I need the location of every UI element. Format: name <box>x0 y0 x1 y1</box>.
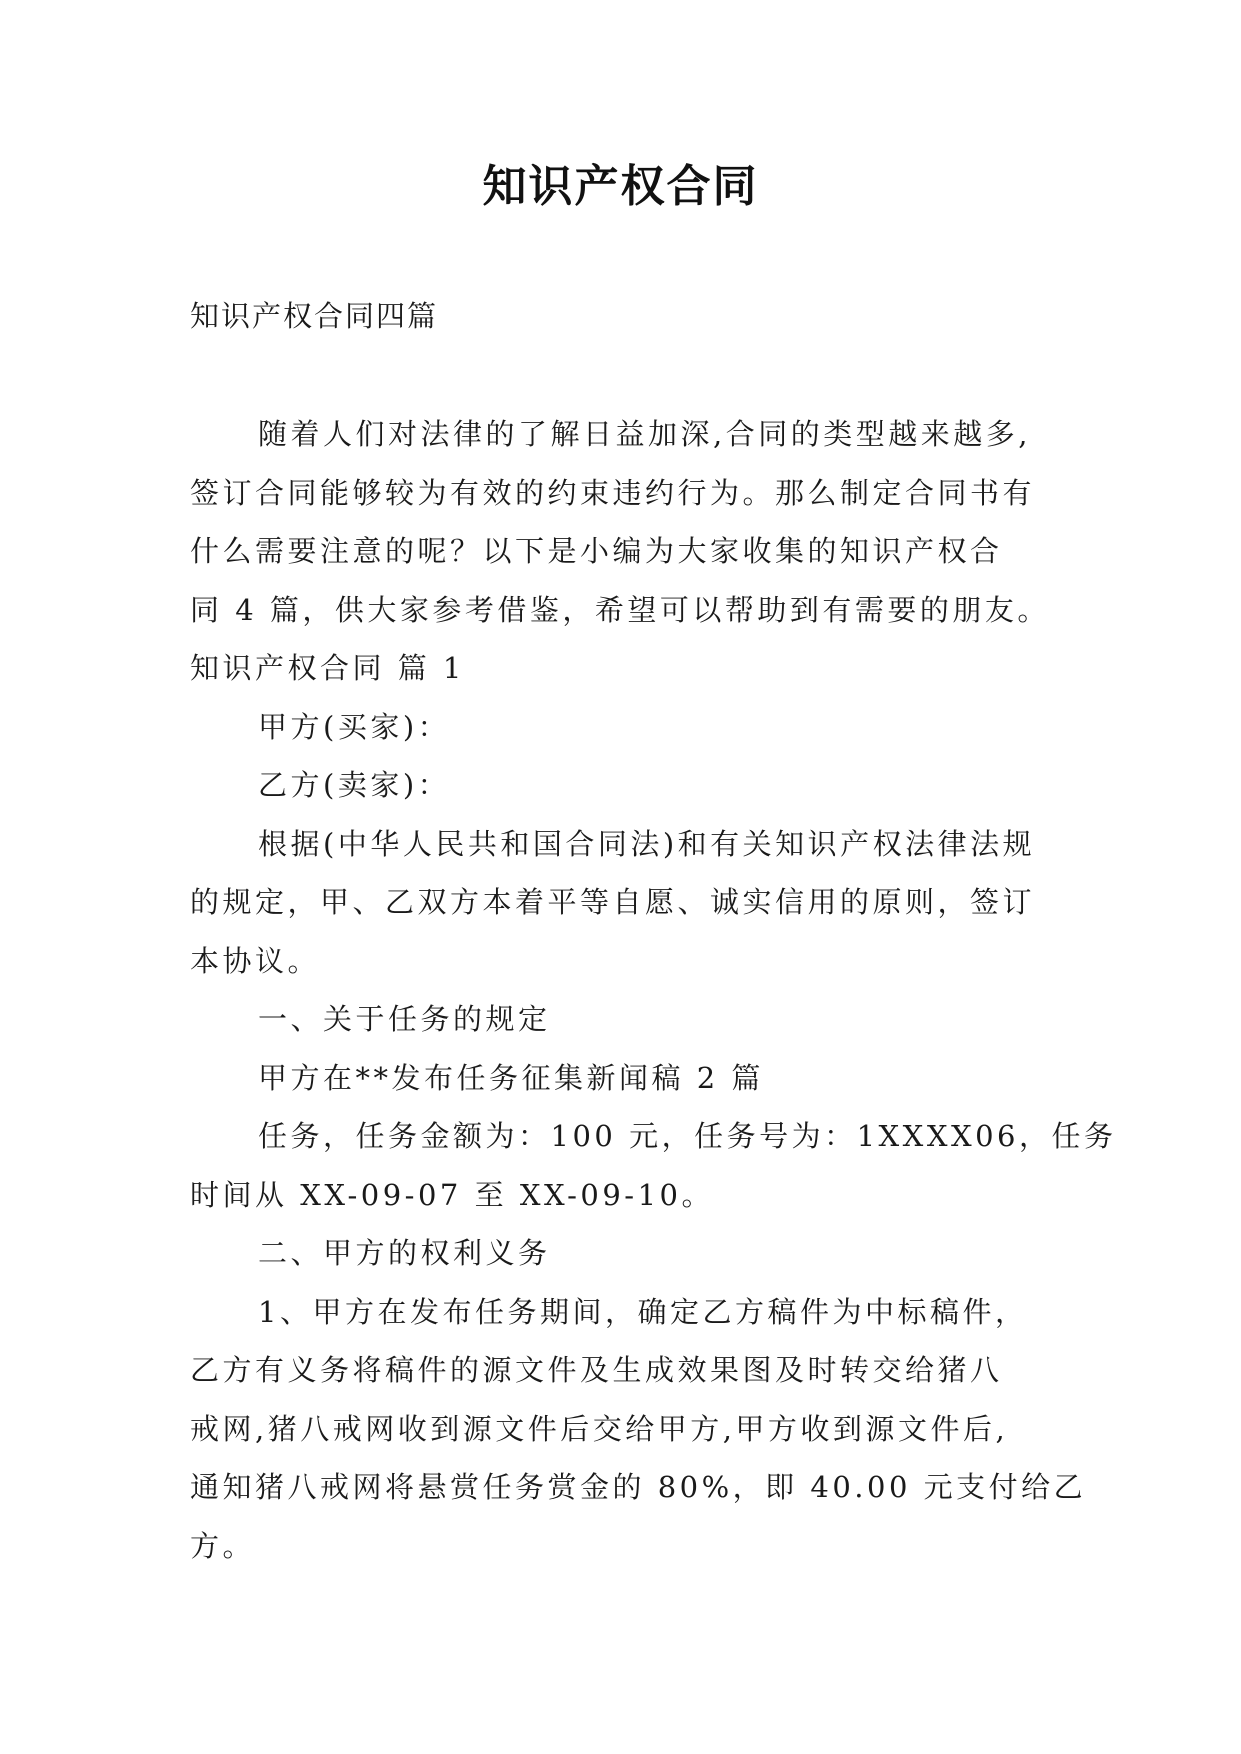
document-subtitle: 知识产权合同四篇 <box>190 299 439 333</box>
document-body <box>190 405 1117 1575</box>
body-line: 什么需要注意的呢？以下是小编为大家收集的知识产权合 <box>190 534 1003 568</box>
body-line: 通知猪八戒网将悬赏任务赏金的 80%，即 40.00 元支付给乙 <box>190 1470 1087 1504</box>
body-line: 甲方在**发布任务征集新闻稿 2 篇 <box>258 1060 764 1095</box>
document-title: 知识产权合同 <box>482 161 759 212</box>
body-line: 方。 <box>190 1528 256 1563</box>
body-line: 乙方有义务将稿件的源文件及生成效果图及时转交给猪八 <box>190 1353 1003 1387</box>
body-line: 1、甲方在发布任务期间，确定乙方稿件为中标稿件， <box>258 1294 1028 1329</box>
body-line: 时间从 XX-09-07 至 XX-09-10。 <box>190 1177 714 1212</box>
body-line: 的规定，甲、乙双方本着平等自愿、诚实信用的原则，签订 <box>190 885 1036 919</box>
clause-heading: 一、关于任务的规定 <box>258 1002 551 1036</box>
body-line: 任务，任务金额为：100 元，任务号为：1XXXX06，任务 <box>258 1119 1117 1153</box>
body-line: 戒网,猪八戒网收到源文件后交给甲方,甲方收到源文件后, <box>190 1411 1009 1446</box>
body-line: 乙方(卖家)： <box>258 768 451 802</box>
clause-heading: 二、甲方的权利义务 <box>258 1236 551 1270</box>
body-line: 根据(中华人民共和国合同法)和有关知识产权法律法规 <box>258 826 1036 861</box>
section-heading: 知识产权合同 篇 1 <box>190 651 465 685</box>
body-line: 签订合同能够较为有效的约束违约行为。那么制定合同书有 <box>190 475 1036 510</box>
body-line: 随着人们对法律的了解日益加深,合同的类型越来越多, <box>258 417 1031 451</box>
body-line: 本协议。 <box>190 943 321 978</box>
body-line: 甲方(买家)： <box>258 709 451 744</box>
body-line: 同 4 篇，供大家参考借鉴，希望可以帮助到有需要的朋友。 <box>190 592 1050 627</box>
